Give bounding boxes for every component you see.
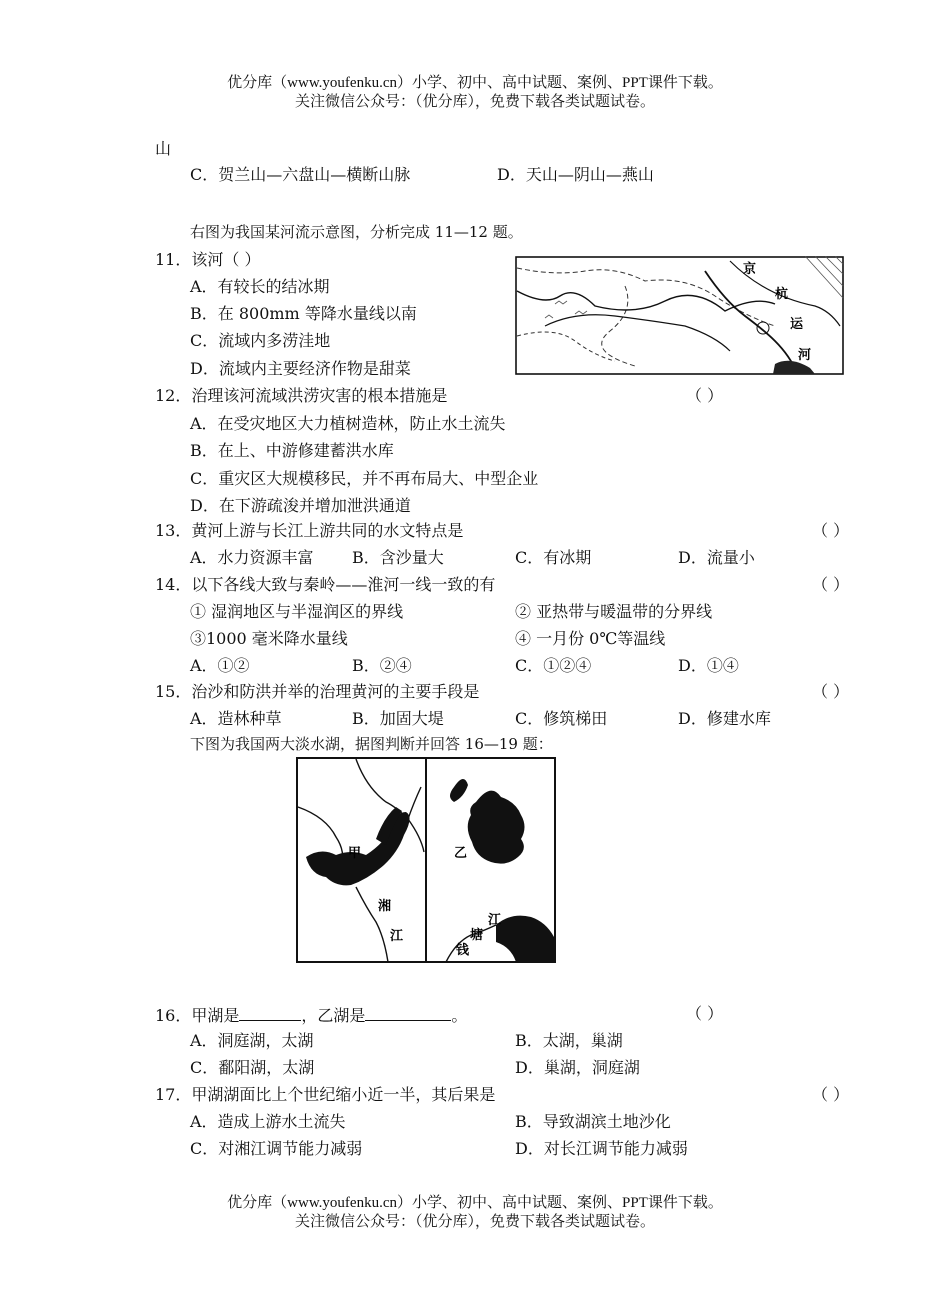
q13-option-a: A．水力资源丰富 <box>190 548 314 567</box>
prev-question-tail: 山 <box>155 139 172 158</box>
q16-stem-part-a: 16．甲湖是 <box>155 1006 240 1025</box>
q16-blank-2[interactable] <box>365 1006 451 1021</box>
q15-option-b: B．加固大堤 <box>352 709 444 728</box>
lakes-map <box>296 757 558 965</box>
q12-option-d: D．在下游疏浚并增加泄洪通道 <box>190 496 411 515</box>
q15-answer-paren: （ ） <box>812 682 850 701</box>
q17-stem: 17．甲湖湖面比上个世纪缩小近一半，其后果是 <box>155 1085 496 1104</box>
q11-option-b: B．在 800mm 等降水量线以南 <box>190 304 417 323</box>
q14-answer-paren: （ ） <box>812 575 850 594</box>
q11-stem: 11．该河（ ） <box>155 250 261 269</box>
q14-option-d: D．①④ <box>678 656 739 675</box>
q14-statement-4: ④ 一月份 0℃等温线 <box>515 629 666 648</box>
map-label-he: 河 <box>798 348 812 363</box>
q15-option-d: D．修建水库 <box>678 709 771 728</box>
q15-stem: 15．治沙和防洪并举的治理黄河的主要手段是 <box>155 682 480 701</box>
q13-option-b: B．含沙量大 <box>352 548 444 567</box>
map-label-jing: 京 <box>743 262 757 277</box>
q14-option-b: B．②④ <box>352 656 412 675</box>
q16-option-d: D．巢湖，洞庭湖 <box>515 1058 640 1077</box>
intro-11-12: 右图为我国某河流示意图，分析完成 11—12 题。 <box>190 223 523 241</box>
q17-answer-paren: （ ） <box>812 1085 850 1104</box>
q14-stem: 14．以下各线大致与秦岭——淮河一线一致的有 <box>155 575 496 594</box>
q15-option-a: A．造林种草 <box>190 709 282 728</box>
q17-option-a: A．造成上游水土流失 <box>190 1112 346 1131</box>
q13-stem: 13．黄河上游与长江上游共同的水文特点是 <box>155 521 464 540</box>
q16-option-c: C．鄱阳湖，太湖 <box>190 1058 315 1077</box>
river-map-frame <box>516 257 843 374</box>
q14-option-a: A．①② <box>190 656 250 675</box>
header-line-1: 优分库（www.youfenku.cn）小学、初中、高中试题、案例、PPT课件下载。 <box>227 75 723 91</box>
q17-option-c: C．对湘江调节能力减弱 <box>190 1139 363 1158</box>
q16-stem <box>155 1006 467 1024</box>
q12-option-a: A．在受灾地区大力植树造林，防止水土流失 <box>190 414 506 433</box>
label-yi: 乙 <box>454 846 468 861</box>
label-qian: 钱 <box>456 943 470 958</box>
map-label-yun: 运 <box>790 317 804 332</box>
q12-stem: 12．治理该河流域洪涝灾害的根本措施是 <box>155 386 448 405</box>
map-label-hang: 杭 <box>775 287 789 302</box>
q14-statement-1: ① 湿润地区与半湿润区的界线 <box>190 602 404 621</box>
q16-blank-1[interactable] <box>239 1006 301 1021</box>
header-line-2: 关注微信公众号：（优分库），免费下载各类试题试卷。 <box>294 94 655 110</box>
q14-option-c: C．①②④ <box>515 656 592 675</box>
label-jiang-right: 江 <box>488 913 502 928</box>
q12-option-b: B．在上、中游修建蓄洪水库 <box>190 441 394 460</box>
prev-option-c: C．贺兰山—六盘山—横断山脉 <box>190 165 411 184</box>
q13-answer-paren: （ ） <box>812 521 850 540</box>
q17-option-d: D．对长江调节能力减弱 <box>515 1139 688 1158</box>
prev-option-d: D．天山—阴山—燕山 <box>497 165 654 184</box>
q12-answer-paren: （ ） <box>686 386 724 405</box>
q16-answer-paren: （ ） <box>686 1004 724 1023</box>
q17-option-b: B．导致湖滨土地沙化 <box>515 1112 671 1131</box>
q16-stem-part-b: ，乙湖是 <box>301 1006 366 1025</box>
intro-16-19: 下图为我国两大淡水湖，据图判断并回答 16—19 题： <box>190 735 553 753</box>
q13-option-d: D．流量小 <box>678 548 755 567</box>
q16-option-b: B．太湖，巢湖 <box>515 1031 623 1050</box>
q12-option-c: C．重灾区大规模移民，并不再布局大、中型企业 <box>190 469 539 488</box>
q13-option-c: C．有冰期 <box>515 548 592 567</box>
q16-stem-part-c: 。 <box>451 1006 468 1025</box>
q15-option-c: C．修筑梯田 <box>515 709 608 728</box>
label-xiang: 湘 <box>378 899 392 914</box>
river-map <box>515 256 845 376</box>
label-jia: 甲 <box>348 846 362 861</box>
label-tang: 塘 <box>470 928 484 943</box>
q14-statement-3: ③1000 毫米降水量线 <box>190 629 348 648</box>
q11-option-c: C．流域内多涝洼地 <box>190 331 331 350</box>
q11-option-a: A．有较长的结冰期 <box>190 277 330 296</box>
q11-option-d: D．流域内主要经济作物是甜菜 <box>190 359 411 378</box>
q14-statement-2: ② 亚热带与暖温带的分界线 <box>515 602 713 621</box>
footer-line-1: 优分库（www.youfenku.cn）小学、初中、高中试题、案例、PPT课件下载。 <box>227 1195 723 1211</box>
footer-line-2: 关注微信公众号：（优分库），免费下载各类试题试卷。 <box>294 1214 655 1230</box>
label-jiang-left: 江 <box>390 929 404 944</box>
q16-option-a: A．洞庭湖，太湖 <box>190 1031 314 1050</box>
